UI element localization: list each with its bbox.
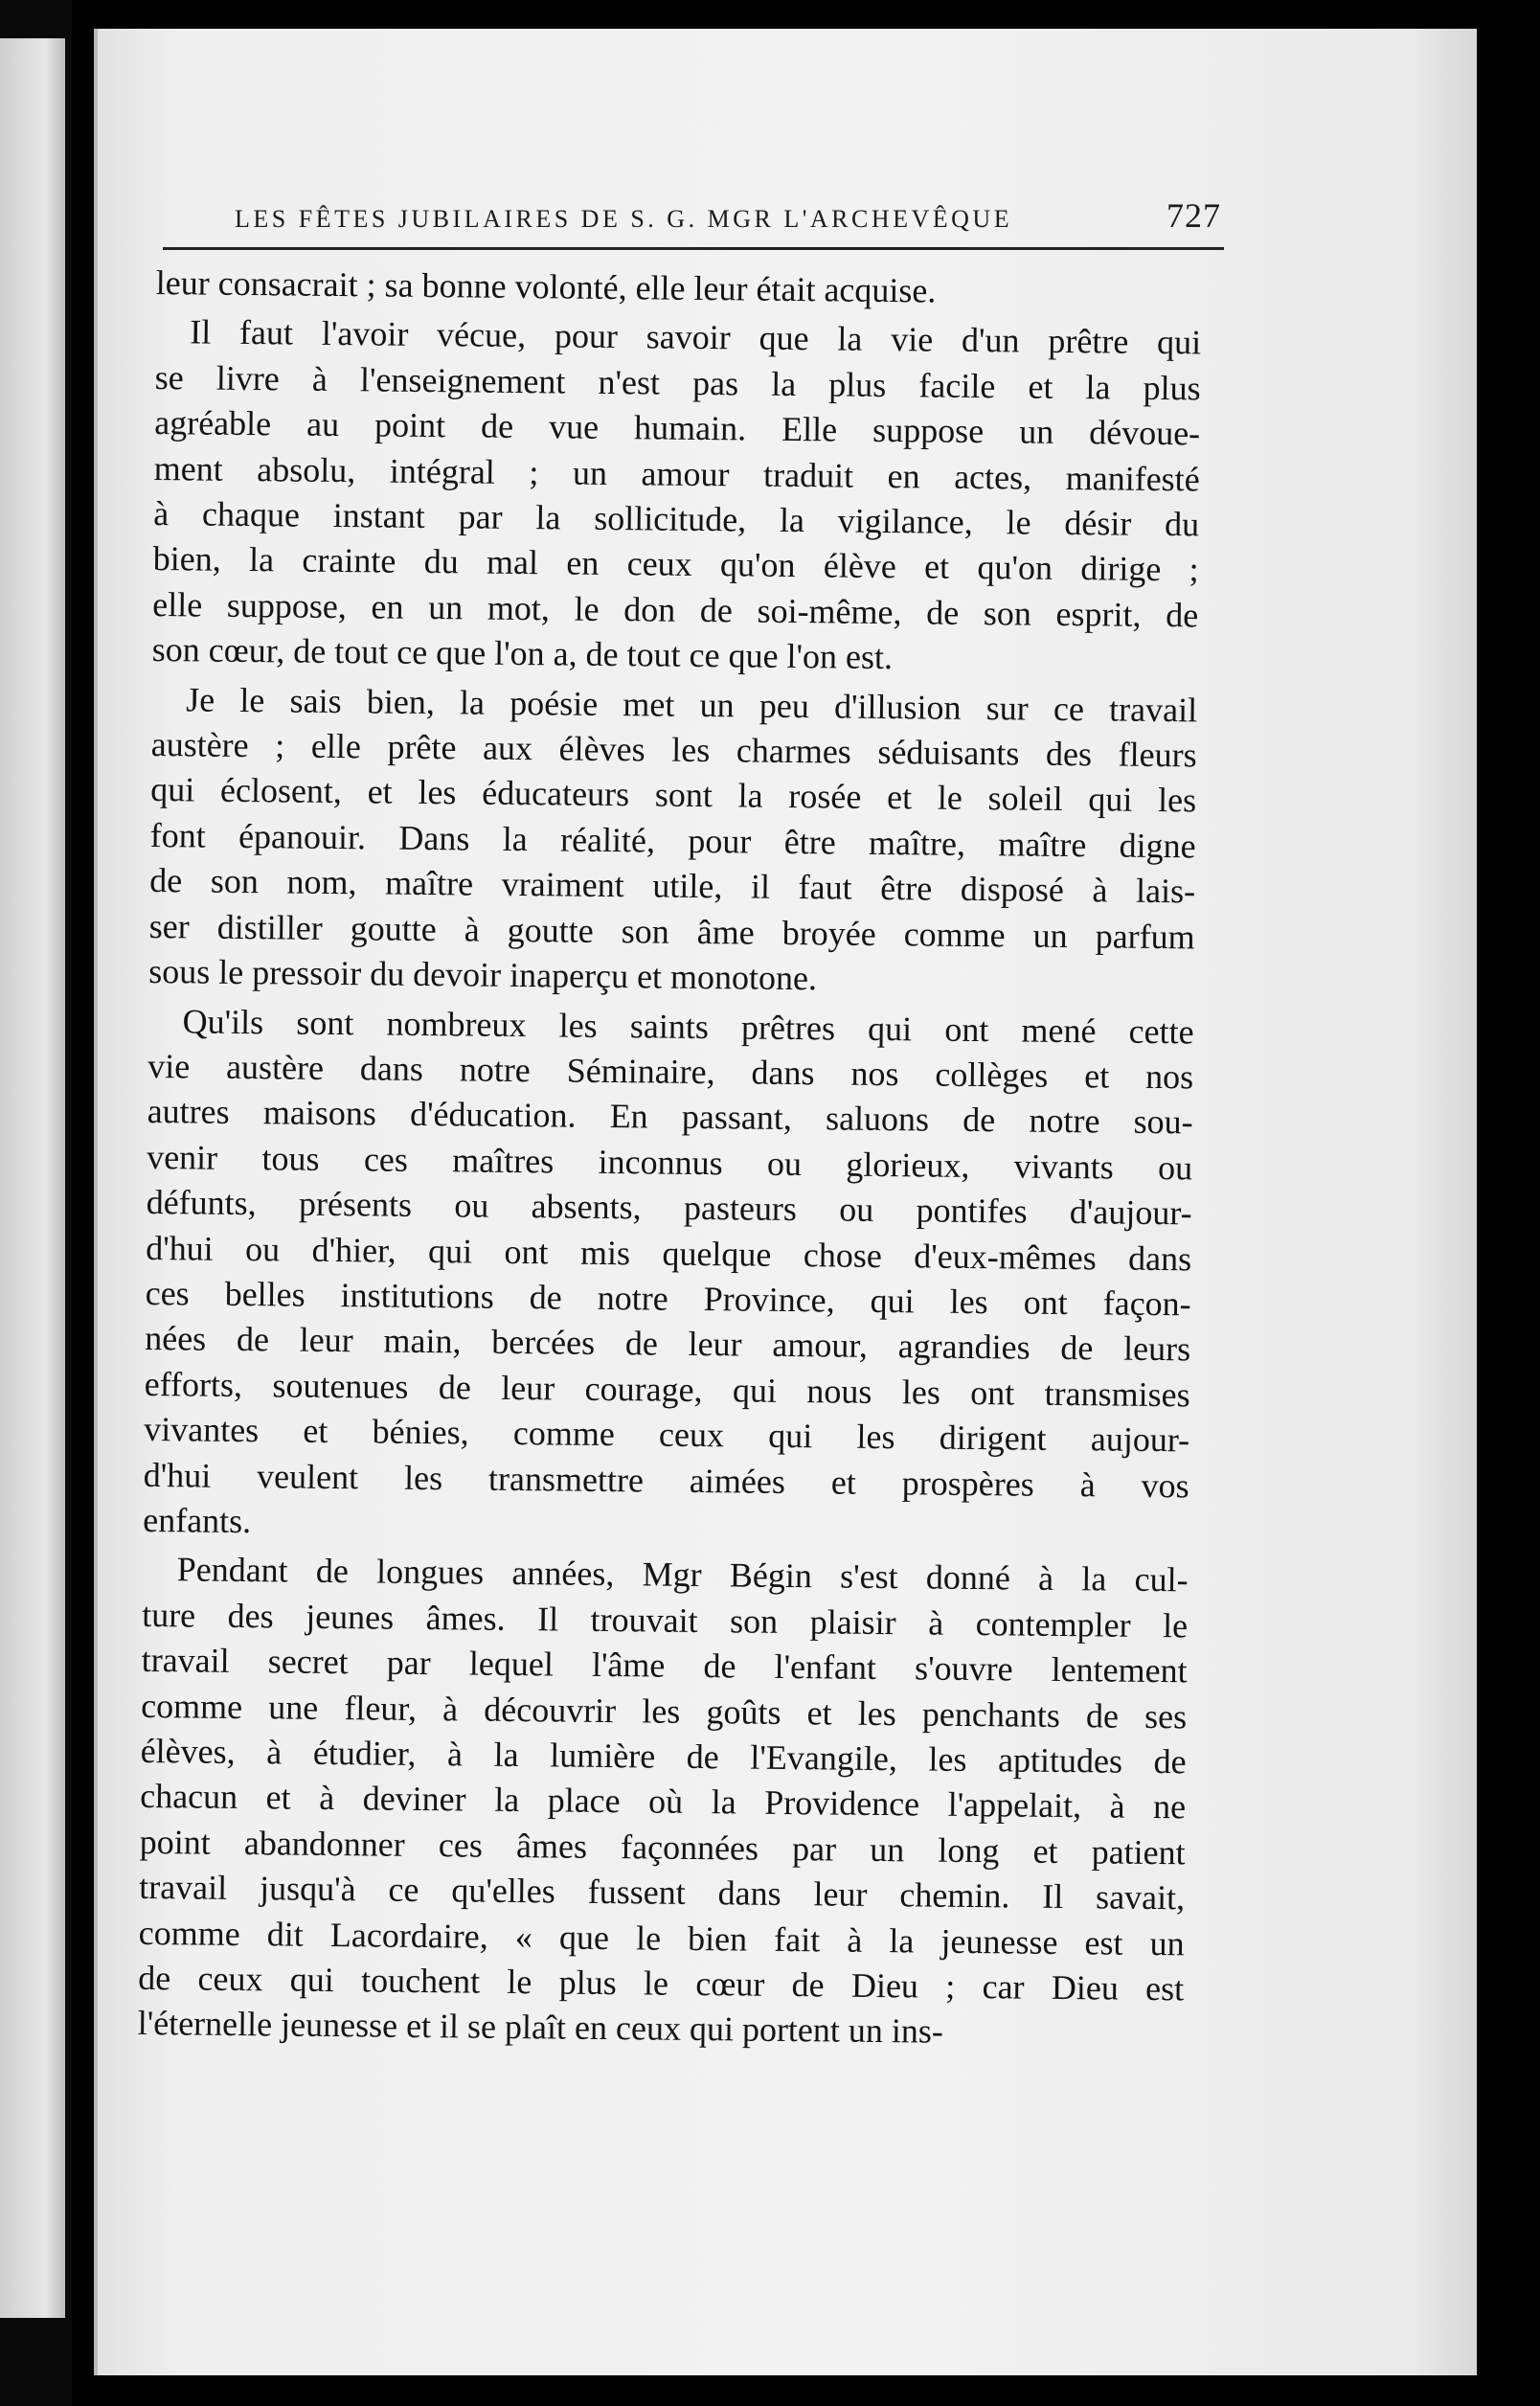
text-line: défunts, présents ou absents, pasteurs ou pontifes d'aujour- xyxy=(146,1183,1192,1233)
text-line: qui éclosent, et les éducateurs sont la rosée et le soleil qui les xyxy=(150,770,1197,820)
text-line: autres maisons d'éducation. En passant, saluons de notre sou- xyxy=(147,1092,1193,1142)
facing-page-edge xyxy=(0,38,65,2318)
text-line: leur consacrait ; sa bonne volonté, elle leur était acquise. xyxy=(155,262,937,310)
text-line: venir tous ces maîtres inconnus ou glorieux, vivants ou xyxy=(146,1137,1193,1188)
text-line: comme une fleur, à découvrir les goûts et les penchants de ses xyxy=(140,1686,1188,1736)
page-shadow xyxy=(1410,29,1477,2375)
body-text xyxy=(137,261,1201,2057)
text-line: nées de leur main, bercées de leur amour, agrandies de leurs xyxy=(145,1319,1191,1369)
text-line: agréable au point de vue humain. Elle suppose un dévoue- xyxy=(154,403,1201,453)
text-line: point abandonner ces âmes façonnées par un long et patient xyxy=(139,1822,1186,1873)
text-line: de son nom, maître vraiment utile, il faut être disposé à lais- xyxy=(149,861,1196,911)
paragraph-4 xyxy=(137,1547,1188,2057)
paragraph-3 xyxy=(143,998,1194,1554)
text-line: bien, la crainte du mal en ceux qu'on élève et qu'on dirige ; xyxy=(152,539,1199,589)
text-line: à chaque instant par la sollicitude, la vigilance, le désir du xyxy=(153,494,1200,544)
text-line: se livre à l'enseignement n'est pas la plus facile et la plus xyxy=(154,357,1201,408)
text-line: de ceux qui touchent le plus le cœur de Dieu ; car Dieu est xyxy=(138,1958,1185,2009)
text-line: ser distiller goutte à goutte son âme broyée comme un parfum xyxy=(148,906,1195,957)
text-line: ture des jeunes âmes. Il trouvait son plaisir à contempler le xyxy=(141,1595,1189,1646)
text-line: d'hui ou d'hier, qui ont mis quelque chose d'eux-mêmes dans xyxy=(145,1228,1192,1278)
text-line: ces belles institutions de notre Province, qui les ont façon- xyxy=(145,1273,1191,1324)
text-line: ment absolu, intégral ; un amour traduit en actes, manifesté xyxy=(153,448,1200,499)
text-line: font épanouir. Dans la réalité, pour être maître, maître digne xyxy=(149,815,1196,866)
paragraph-1 xyxy=(151,309,1201,684)
text-line: vivantes et bénies, comme ceux qui les dirigent aujour- xyxy=(144,1410,1190,1460)
text-line: enfants. xyxy=(143,1500,252,1541)
text-line: chacun et à deviner la place où la Providence l'appelait, à ne xyxy=(140,1777,1187,1827)
text-line: efforts, soutenues de leur courage, qui nous les ont transmises xyxy=(144,1364,1190,1415)
text-line: travail jusqu'à ce qu'elles fussent dans leur chemin. Il savait, xyxy=(139,1868,1186,1918)
text-line: son cœur, de tout ce que l'on a, de tout ce que l'on est. xyxy=(151,630,894,677)
text-line: élèves, à étudier, à la lumière de l'Evangile, les aptitudes de xyxy=(140,1731,1187,1782)
text-line: vie austère dans notre Séminaire, dans nos collèges et nos xyxy=(147,1046,1194,1097)
text-line: Il faut l'avoir vécue, pour savoir que la vie d'un prêtre qui xyxy=(190,312,1202,362)
text-line: l'éternelle jeunesse et il se plaît en ceux qui portent un ins- xyxy=(137,2004,944,2052)
text-line: elle suppose, en un mot, le don de soi-même, de son esprit, de xyxy=(152,584,1199,635)
text-line: travail secret par lequel l'âme de l'enfant s'ouvre lentement xyxy=(141,1641,1188,1691)
page-number: 727 xyxy=(1166,196,1221,235)
text-line: Pendant de longues années, Mgr Bégin s'est donné à la cul- xyxy=(176,1550,1189,1600)
text-line: sous le pressoir du devoir inaperçu et monotone. xyxy=(148,952,818,998)
text-line: comme dit Lacordaire, « que le bien fait à la jeunesse est un xyxy=(138,1913,1185,1963)
text-line: austère ; elle prête aux élèves les charmes séduisants des fleurs xyxy=(150,725,1197,775)
header-rule xyxy=(163,247,1224,250)
running-header xyxy=(235,195,1221,236)
text-line: Je le sais bien, la poésie met un peu d'illusion sur ce travail xyxy=(185,680,1198,730)
text-line: Qu'ils sont nombreux les saints prêtres qui ont mené cette xyxy=(182,1001,1194,1051)
text-line: d'hui veulent les transmettre aimées et prospères à vos xyxy=(143,1455,1189,1505)
paragraph-2 xyxy=(148,677,1197,1006)
running-title: LES FÊTES JUBILAIRES DE S. G. MGR L'ARCHEVÊQUE xyxy=(235,205,1013,233)
